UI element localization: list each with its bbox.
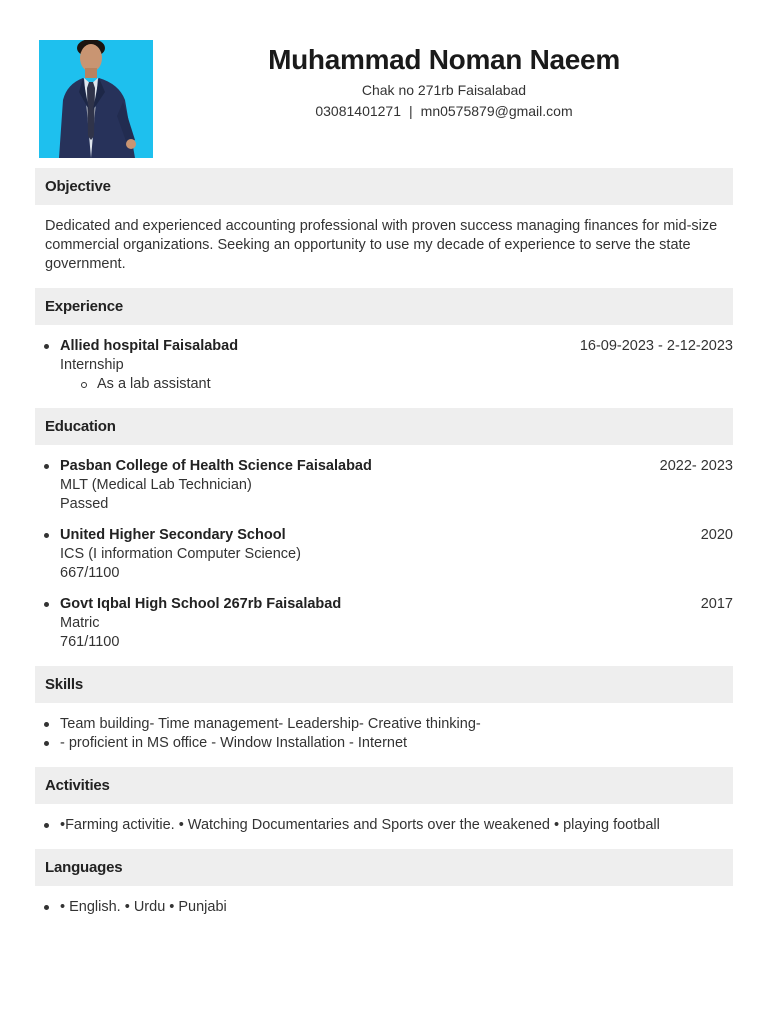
education-result: Passed	[60, 496, 109, 512]
person-figure-icon	[39, 40, 153, 158]
experience-date: 16-09-2023 - 2-12-2023	[579, 338, 733, 354]
section-heading-skills: Skills	[35, 666, 733, 703]
skill-item	[35, 734, 733, 753]
education-degree: ICS (I information Computer Science)	[60, 546, 301, 562]
education-date: 2022- 2023	[659, 458, 733, 474]
objective-body	[35, 205, 733, 288]
education-title: Govt Iqbal High School 267rb Faisalabad	[60, 596, 342, 612]
activities-body	[35, 804, 733, 849]
section-heading-experience: Experience	[35, 288, 733, 325]
bullet-icon	[44, 823, 49, 828]
education-degree: MLT (Medical Lab Technician)	[60, 477, 252, 493]
contact-line	[155, 103, 733, 119]
section-heading-education: Education	[35, 408, 733, 445]
email-address[interactable]: mn0575879@gmail.com	[420, 103, 573, 119]
experience-role: Internship	[60, 357, 124, 373]
section-heading-activities: Activities	[35, 767, 733, 804]
education-result: 667/1100	[60, 565, 120, 581]
bullet-icon	[44, 722, 49, 727]
bullet-icon	[44, 602, 49, 607]
skill-item	[35, 715, 733, 734]
bullet-icon	[44, 464, 49, 469]
education-date: 2017	[700, 596, 733, 612]
education-date: 2020	[700, 527, 733, 543]
skills-body	[35, 703, 733, 767]
experience-body	[35, 325, 733, 408]
objective-text: Dedicated and experienced accounting professional with proven success managing finances for mid-size commercial organizations. Seeking an opportunity to use my decade of experience to serve the state government.	[45, 218, 718, 272]
experience-entry	[35, 337, 733, 394]
activity-item	[35, 816, 733, 835]
candidate-name: Muhammad Noman Naeem	[268, 44, 620, 75]
bullet-icon	[44, 533, 49, 538]
bullet-icon	[44, 741, 49, 746]
education-entry	[35, 526, 733, 583]
circle-bullet-icon	[81, 382, 87, 388]
language-item	[35, 898, 733, 917]
bullet-icon	[44, 905, 49, 910]
education-title: Pasban College of Health Science Faisalabad	[60, 458, 372, 474]
language-text: • English. • Urdu • Punjabi	[60, 899, 227, 915]
education-body	[35, 445, 733, 666]
languages-body	[35, 886, 733, 931]
resume-page	[35, 40, 733, 931]
education-degree: Matric	[60, 615, 100, 631]
experience-sub-item	[60, 375, 733, 394]
address: Chak no 271rb Faisalabad	[361, 82, 527, 98]
education-result: 761/1100	[60, 634, 120, 650]
bullet-icon	[44, 344, 49, 349]
contact-separator: |	[409, 103, 413, 119]
profile-photo	[39, 40, 153, 158]
education-entry	[35, 595, 733, 652]
skill-text: Team building- Time management- Leadership- Creative thinking-	[60, 716, 481, 732]
phone-number: 03081401271	[315, 103, 402, 119]
section-heading-languages: Languages	[35, 849, 733, 886]
education-title: United Higher Secondary School	[60, 527, 286, 543]
activity-text: •Farming activitie. • Watching Documentaries and Sports over the weakened • playing football	[60, 817, 660, 833]
resume-header	[35, 40, 733, 158]
section-heading-objective: Objective	[35, 168, 733, 205]
experience-title: Allied hospital Faisalabad	[60, 338, 239, 354]
header-text-block	[155, 40, 733, 119]
skill-text: - proficient in MS office - Window Installation - Internet	[60, 735, 408, 751]
education-entry	[35, 457, 733, 514]
experience-sub-text: As a lab assistant	[97, 376, 211, 392]
